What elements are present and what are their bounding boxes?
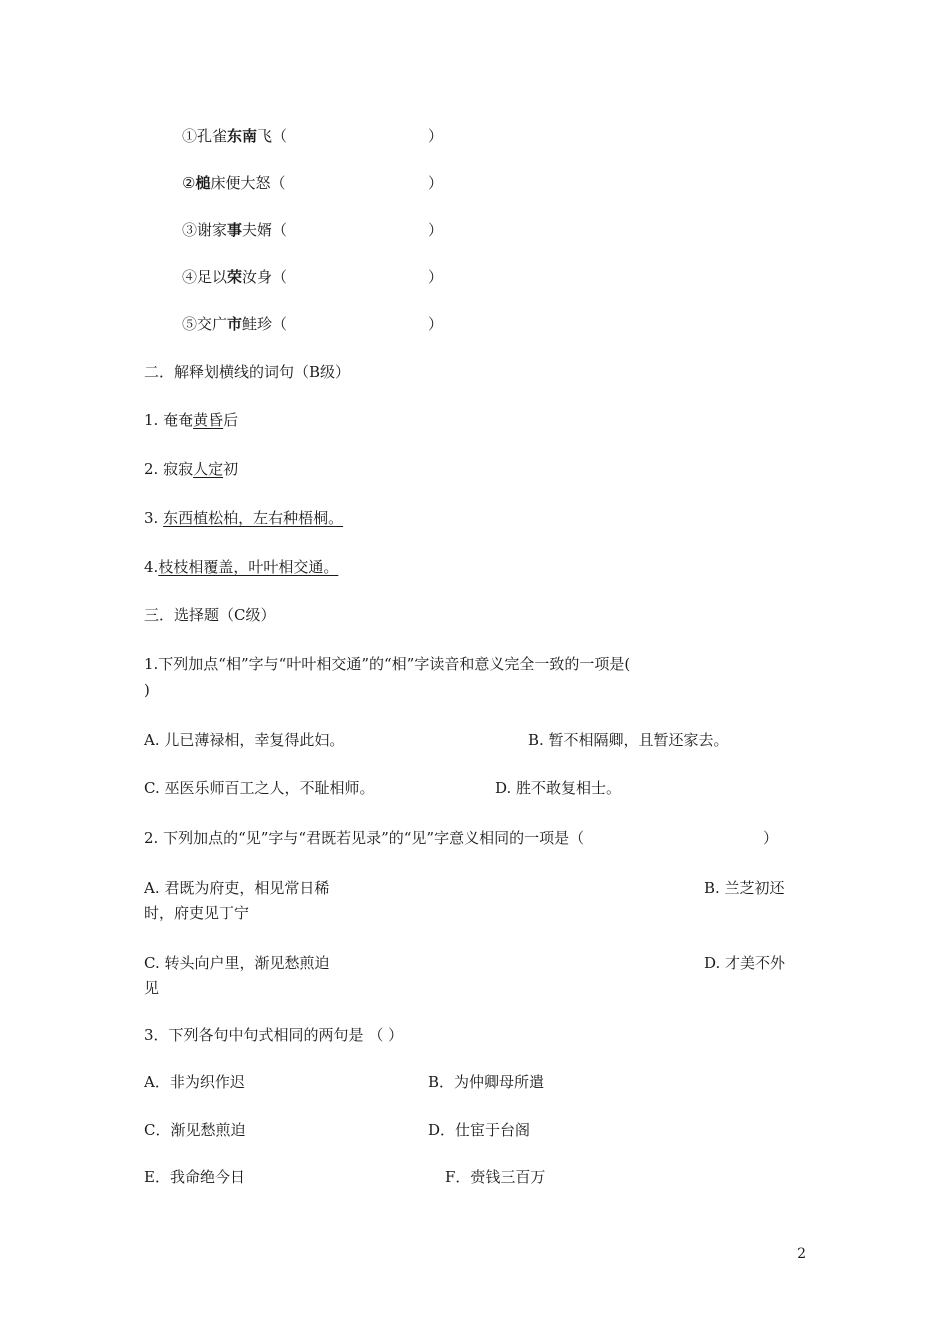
item-number: ④ bbox=[182, 268, 198, 286]
item-suffix: 初 bbox=[223, 460, 239, 478]
section1-item-5 bbox=[182, 314, 287, 334]
item-text-post: 夫婿（ bbox=[242, 221, 288, 239]
section3-heading: 三．选择题（C级） bbox=[144, 606, 276, 624]
section1-item-1 bbox=[182, 126, 287, 146]
section1-item-4 bbox=[182, 267, 287, 287]
page-number: 2 bbox=[797, 1246, 806, 1262]
item-suffix: 后 bbox=[223, 411, 239, 429]
item-text-pre: 谢家 bbox=[197, 221, 228, 239]
item-text-bold: 槌 bbox=[195, 174, 211, 192]
answer-paren-close: ） bbox=[428, 221, 444, 239]
underlined-phrase: 枝枝相覆盖，叶叶相交通。 bbox=[158, 558, 339, 576]
item-prefix: 1. 奄奄 bbox=[144, 411, 194, 429]
section2-heading: 二．解释划横线的词句（B级） bbox=[144, 363, 351, 381]
q3-option-a: A．非为织作迟 bbox=[144, 1073, 245, 1091]
underlined-phrase: 黄昏 bbox=[193, 411, 224, 429]
answer-paren-close: ） bbox=[428, 268, 444, 286]
item-text-pre: 交广 bbox=[197, 315, 228, 333]
q1-stem: 1.下列加点“相”字与“叶叶相交通”的“相”字读音和意义完全一致的一项是( bbox=[144, 655, 631, 673]
q1-option-a: A. 儿已薄禄相，幸复得此妇。 bbox=[144, 731, 345, 749]
item-number: ① bbox=[182, 127, 198, 145]
item-number: ③ bbox=[182, 221, 198, 239]
q3-option-f: F．赍钱三百万 bbox=[445, 1168, 546, 1186]
q2-stem-close: ） bbox=[763, 829, 779, 847]
q3-option-d: D．仕宦于台阁 bbox=[428, 1121, 531, 1139]
item-text-bold: 市 bbox=[227, 315, 243, 333]
section2-item-2 bbox=[144, 459, 238, 479]
item-text-pre: 足以 bbox=[197, 268, 228, 286]
q2-option-b: B. 兰芝初还 bbox=[704, 879, 785, 897]
item-text-post: 鲑珍（ bbox=[242, 315, 288, 333]
section2-item-4 bbox=[144, 557, 338, 577]
item-text-pre: 孔雀 bbox=[197, 127, 228, 145]
q2-option-d: D. 才美不外 bbox=[704, 954, 786, 972]
q2-option-c: C. 转头向户里，渐见愁煎迫 bbox=[144, 954, 330, 972]
section2-item-3 bbox=[144, 508, 343, 528]
section1-item-2 bbox=[182, 173, 285, 193]
q3-option-b: B．为仲卿母所遣 bbox=[428, 1073, 545, 1091]
q2-option-d-continued: 见 bbox=[144, 979, 160, 997]
answer-paren-close: ） bbox=[428, 315, 444, 333]
q3-option-e: E．我命绝今日 bbox=[144, 1168, 245, 1186]
underlined-phrase: 东西植松柏，左右种梧桐。 bbox=[163, 509, 344, 527]
q2-option-a: A. 君既为府吏，相见常日稀 bbox=[144, 879, 330, 897]
item-text-bold: 事 bbox=[227, 221, 243, 239]
underlined-phrase: 人定 bbox=[193, 460, 224, 478]
item-text-post: 飞（ bbox=[257, 127, 288, 145]
answer-paren-close: ） bbox=[428, 174, 444, 192]
item-number: ② bbox=[182, 174, 196, 192]
q3-option-c: C．渐见愁煎迫 bbox=[144, 1121, 246, 1139]
q3-stem: 3．下列各句中句式相同的两句是 （ ） bbox=[144, 1026, 404, 1044]
q1-option-b: B. 暂不相隔卿，且暂还家去。 bbox=[528, 731, 729, 749]
item-text-bold: 荣 bbox=[227, 268, 243, 286]
answer-paren-close: ） bbox=[428, 127, 444, 145]
item-prefix: 3. bbox=[144, 509, 164, 527]
q2-stem: 2. 下列加点的“见”字与“君既若见录”的“见”字意义相同的一项是（ bbox=[144, 829, 585, 847]
item-text-post: 汝身（ bbox=[242, 268, 288, 286]
q1-option-d: D. 胜不敢复相士。 bbox=[495, 779, 622, 797]
item-text-bold: 东南 bbox=[227, 127, 258, 145]
item-prefix: 4. bbox=[144, 558, 159, 576]
q1-option-c: C. 巫医乐师百工之人，不耻相师。 bbox=[144, 779, 375, 797]
section2-item-1 bbox=[144, 410, 238, 430]
q1-stem-close: ) bbox=[144, 681, 150, 699]
item-number: ⑤ bbox=[182, 315, 198, 333]
item-prefix: 2. 寂寂 bbox=[144, 460, 194, 478]
q2-option-b-continued: 时，府吏见丁宁 bbox=[144, 904, 250, 922]
item-text-post: 床便大怒（ bbox=[210, 174, 286, 192]
section1-item-3 bbox=[182, 220, 287, 240]
